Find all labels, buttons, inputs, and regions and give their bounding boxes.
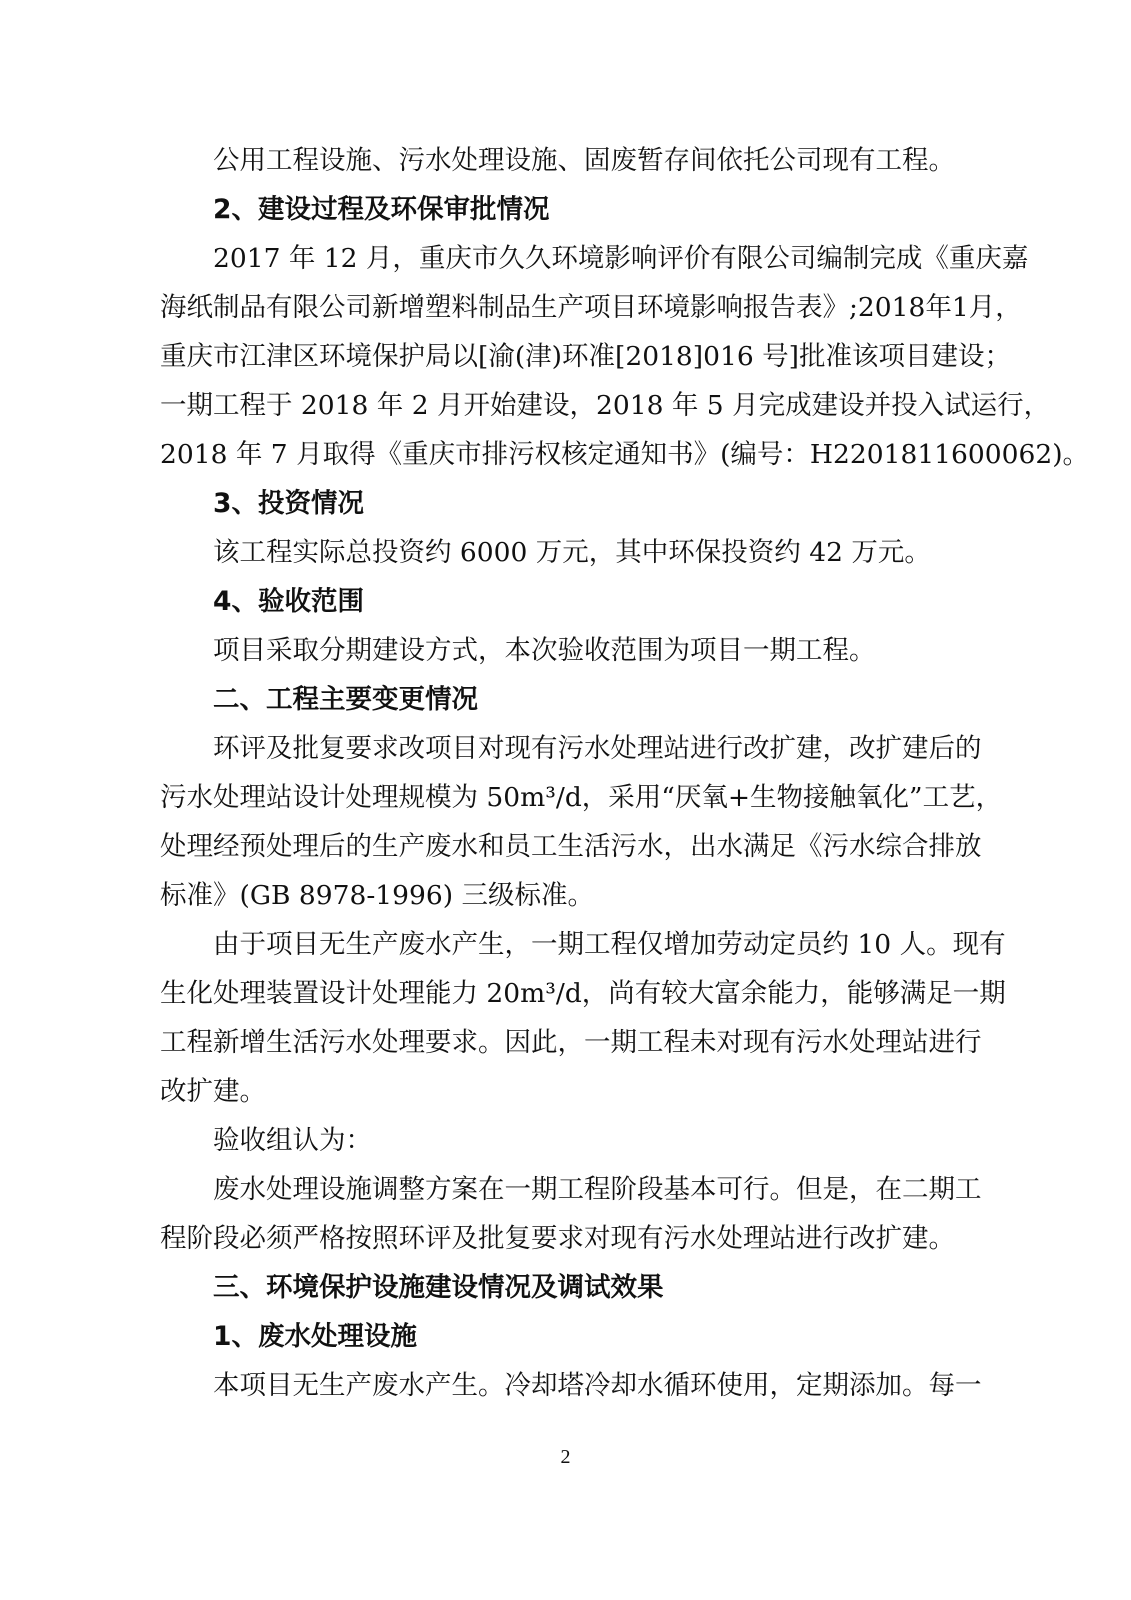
paragraph-line: 海纸制品有限公司新增塑料制品生产项目环境影响报告表》;2018年1月，: [160, 292, 1022, 323]
paragraph-line: 本项目无生产废水产生。冷却塔冷却水循环使用，定期添加。每一: [213, 1370, 982, 1401]
paragraph-line: 2017 年 12 月，重庆市久久环境影响评价有限公司编制完成《重庆嘉: [213, 243, 1029, 274]
paragraph-line: 该工程实际总投资约 6000 万元，其中环保投资约 42 万元。: [213, 537, 931, 568]
paragraph-line: 废水处理设施调整方案在一期工程阶段基本可行。但是，在二期工: [213, 1174, 982, 1205]
paragraph-line: 由于项目无生产废水产生，一期工程仅增加劳动定员约 10 人。现有: [213, 929, 1006, 960]
paragraph-line: 验收组认为：: [213, 1125, 372, 1156]
paragraph-line: 环评及批复要求改项目对现有污水处理站进行改扩建，改扩建后的: [213, 733, 982, 764]
paragraph-line: 2018 年 7 月取得《重庆市排污权核定通知书》(编号：H2201811600062)。: [160, 439, 1090, 470]
section-heading: 二、工程主要变更情况: [213, 684, 478, 715]
section-heading: 三、环境保护设施建设情况及调试效果: [213, 1272, 664, 1303]
section-heading: 2、建设过程及环保审批情况: [213, 194, 550, 225]
document-body: [160, 136, 1090, 1410]
paragraph-line: 生化处理装置设计处理能力 20m³/d，尚有较大富余能力，能够满足一期: [160, 978, 1006, 1009]
paragraph-line: 工程新增生活污水处理要求。因此，一期工程未对现有污水处理站进行: [160, 1027, 982, 1058]
paragraph-line: 重庆市江津区环境保护局以[渝(津)环准[2018]016 号]批准该项目建设；: [160, 341, 1011, 372]
paragraph-line: 一期工程于 2018 年 2 月开始建设，2018 年 5 月完成建设并投入试运行，: [160, 390, 1051, 421]
paragraph-line: 改扩建。: [160, 1076, 266, 1107]
paragraph-line: 公用工程设施、污水处理设施、固废暂存间依托公司现有工程。: [213, 145, 955, 176]
paragraph-line: 处理经预处理后的生产废水和员工生活污水，出水满足《污水综合排放: [160, 831, 982, 862]
section-heading: 3、投资情况: [213, 488, 364, 519]
paragraph-line: 项目采取分期建设方式，本次验收范围为项目一期工程。: [213, 635, 876, 666]
paragraph-line: 标准》(GB 8978-1996) 三级标准。: [160, 880, 595, 911]
paragraph-line: 程阶段必须严格按照环评及批复要求对现有污水处理站进行改扩建。: [160, 1223, 955, 1254]
paragraph-line: 污水处理站设计处理规模为 50m³/d，采用“厌氧+生物接触氧化”工艺，: [160, 782, 1003, 813]
section-heading: 4、验收范围: [213, 586, 364, 617]
section-heading: 1、废水处理设施: [213, 1321, 417, 1352]
page-number: 2: [560, 1446, 571, 1468]
